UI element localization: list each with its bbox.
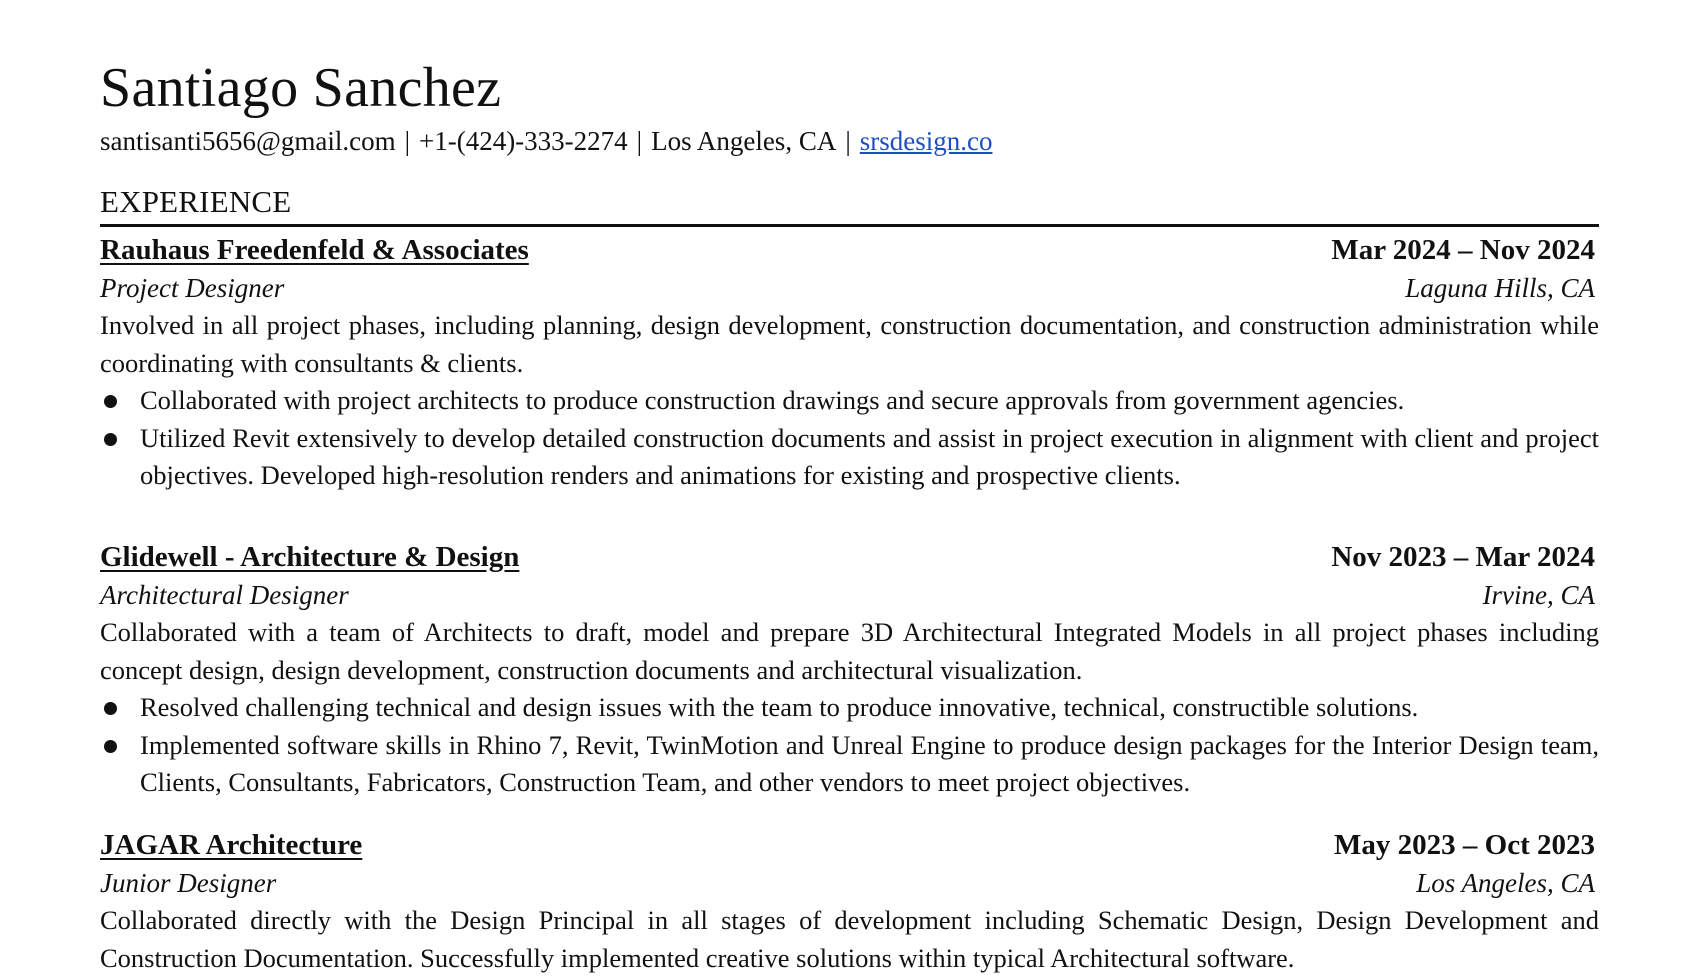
contact-separator: | — [636, 126, 643, 156]
contact-line — [100, 124, 992, 158]
job-entry — [100, 231, 1599, 495]
job-summary: Collaborated directly with the Design Principal in all stages of development including Schematic Design, Design Development and Construction Documentation. Successfully implemented creative solutions within typical Architectural software. — [100, 905, 1599, 973]
bullet-text: Utilized Revit extensively to develop detailed construction documents and assist in project execution in alignment with client and project objectives. Developed high-resolution renders and animations for existing and prospective clients. — [140, 422, 1599, 490]
contact-separator: | — [404, 126, 410, 156]
contact-email: santisanti5656@gmail.com — [100, 126, 396, 156]
website-link[interactable]: srsdesign.co — [859, 126, 993, 156]
job-bullets — [100, 382, 1599, 495]
bullet-item — [100, 382, 1599, 420]
bullet-icon — [104, 740, 117, 753]
job-title: Junior Designer — [100, 868, 277, 898]
job-title: Architectural Designer — [100, 580, 349, 610]
bullet-icon — [104, 395, 117, 408]
bullet-icon — [104, 433, 117, 446]
job-location: Laguna Hills, CA — [1405, 273, 1595, 303]
job-title: Project Designer — [100, 273, 285, 303]
job-company: Rauhaus Freedenfeld & Associates — [100, 234, 529, 266]
bullet-icon — [104, 702, 117, 715]
job-dates: May 2023 – Oct 2023 — [1334, 829, 1595, 861]
section-title-experience: EXPERIENCE — [100, 184, 292, 219]
job-bullets — [100, 689, 1599, 802]
bullet-item — [100, 420, 1599, 495]
job-summary: Collaborated with a team of Architects to draft, model and prepare 3D Architectural Integrated Models in all project phases including concept design, design development, construction documents and architectural visualization. — [100, 617, 1599, 685]
bullet-item — [100, 689, 1599, 727]
job-entry — [100, 538, 1599, 802]
job-company: Glidewell - Architecture & Design — [100, 541, 520, 573]
job-dates: Nov 2023 – Mar 2024 — [1331, 541, 1595, 573]
section-divider — [100, 224, 1599, 227]
job-dates: Mar 2024 – Nov 2024 — [1331, 234, 1595, 266]
bullet-text: Resolved challenging technical and design issues with the team to produce innovative, technical, constructible solutions. — [140, 692, 1419, 722]
job-company: JAGAR Architecture — [100, 829, 363, 861]
job-location: Irvine, CA — [1482, 580, 1595, 610]
job-location: Los Angeles, CA — [1416, 868, 1595, 898]
contact-location: Los Angeles, CA — [651, 126, 837, 156]
job-entry — [100, 826, 1599, 977]
bullet-text: Implemented software skills in Rhino 7, Revit, TwinMotion and Unreal Engine to produce design packages for the Interior Design team, Clients, Consultants, Fabricators, Construction Team, and other vendors to meet project objectives. — [140, 729, 1599, 797]
contact-separator: | — [845, 126, 851, 156]
resume-page — [100, 0, 1599, 973]
job-summary: Involved in all project phases, including planning, design development, construction documentation, and construction administration while coordinating with consultants & clients. — [100, 310, 1599, 378]
bullet-item — [100, 727, 1599, 802]
contact-phone: +1-(424)-333-2274 — [418, 126, 628, 156]
resume-name: Santiago Sanchez — [100, 57, 502, 119]
bullet-text: Collaborated with project architects to produce construction drawings and secure approvals from government agencies. — [140, 385, 1405, 415]
